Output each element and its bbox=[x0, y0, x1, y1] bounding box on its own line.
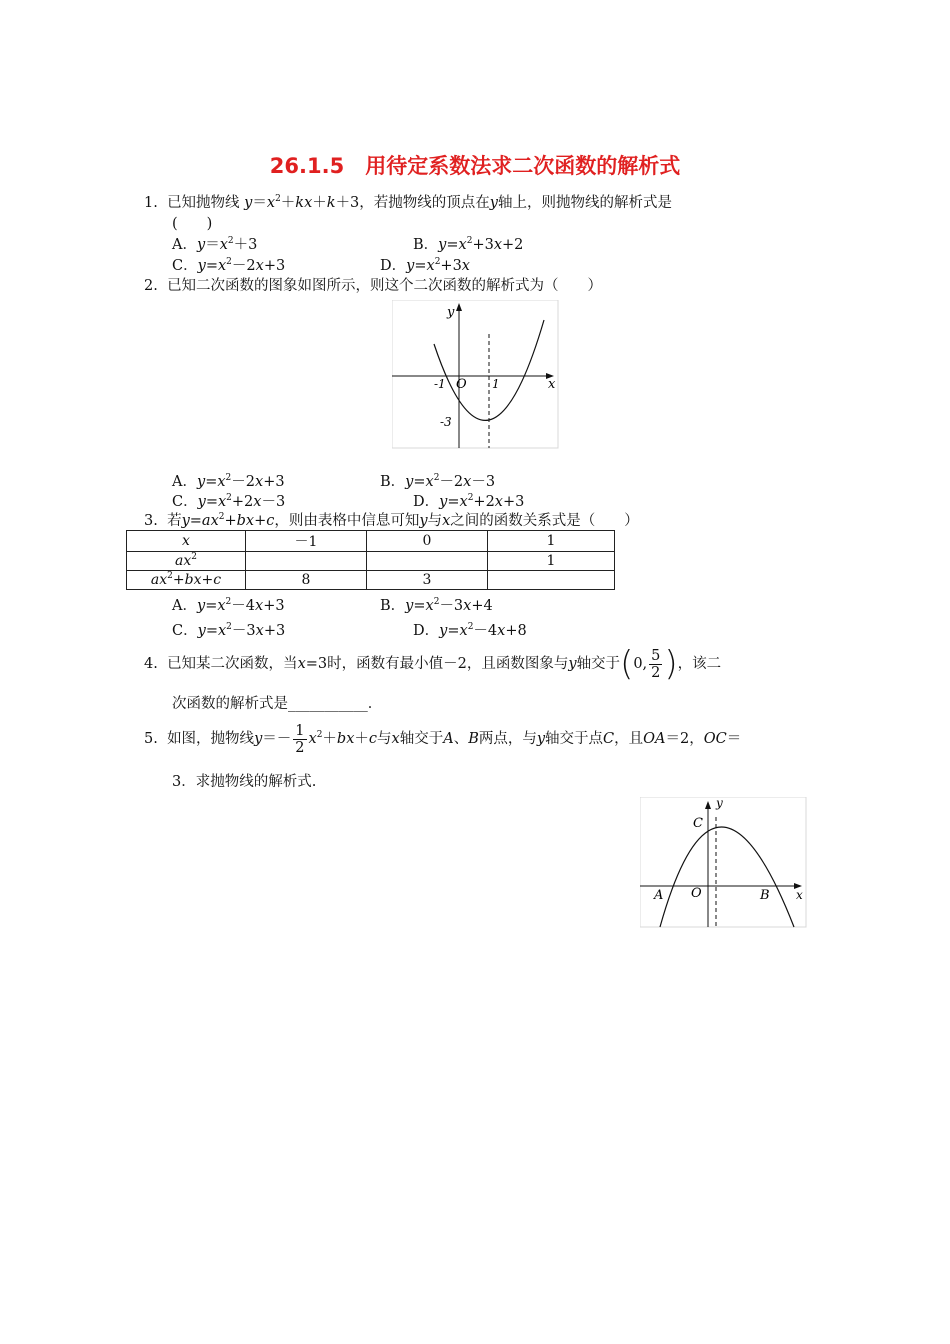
table-cell: 0 bbox=[367, 531, 488, 552]
page-title: 26.1.5 用待定系数法求二次函数的解析式 bbox=[269, 154, 681, 178]
y-arrow-icon bbox=[456, 303, 462, 311]
question-3-stem: 3. 若$y=ax^2+bx+c$，则由表格中信息可知y与x之间的函数关系式是（ ） bbox=[144, 512, 639, 529]
parabola-curve bbox=[660, 827, 794, 927]
question-5-stem: 5. 如图，抛物线y＝－ $\frac{1}{2}$ $x^2+bx+c$与x轴交于A、B两点，与y轴交于点C，且OA＝2，OC＝ bbox=[144, 722, 742, 756]
question-5-line2: 3．求抛物线的解析式. bbox=[172, 774, 317, 790]
option-2b: B．$y=x^2-2x-3$ bbox=[380, 473, 496, 490]
point-a-label: A bbox=[654, 888, 664, 903]
y-axis-label: y bbox=[447, 305, 455, 320]
option-2a: A．$y=x^2-2x+3$ bbox=[172, 473, 285, 490]
question-1-paren: ( ) bbox=[172, 216, 213, 232]
option-2c: C．$y=x^2+2x-3$ bbox=[172, 493, 286, 510]
table-cell: 1 bbox=[488, 531, 615, 552]
x-axis-label: x bbox=[796, 888, 803, 902]
option-3d: D．$y=x^2-4x+8$ bbox=[413, 622, 527, 639]
tick-neg3-label: -3 bbox=[440, 415, 452, 429]
table-cell-expr: $ax^2+bx+c$ bbox=[127, 571, 246, 590]
y-arrow-icon bbox=[705, 801, 711, 809]
question-1-stem: 1. 已知抛物线 $y=x^2+kx+k+3$，若抛物线的顶点在y轴上，则抛物线的解析式是 bbox=[144, 194, 672, 211]
table-cell: 1 bbox=[488, 552, 615, 571]
question-2-graph bbox=[392, 300, 560, 450]
table-cell: 8 bbox=[246, 571, 367, 590]
table-cell: －1 bbox=[246, 531, 367, 552]
y-axis-label: y bbox=[716, 797, 723, 810]
origin-label: O bbox=[691, 886, 702, 901]
option-1d: D．$y=x^2+3x$ bbox=[380, 257, 470, 274]
option-2d: D．$y=x^2+2x+3$ bbox=[413, 493, 525, 510]
table-cell: x bbox=[127, 531, 246, 552]
tick-1-label: 1 bbox=[492, 377, 500, 391]
table-cell bbox=[488, 571, 615, 590]
option-3c: C．$y=x^2-3x+3$ bbox=[172, 622, 286, 639]
table-cell-ax2: $ax^2$ bbox=[127, 552, 246, 571]
question-4-line2: 次函数的解析式是___________． bbox=[172, 696, 383, 712]
table-row bbox=[127, 571, 615, 590]
graph-frame bbox=[640, 797, 806, 927]
question-5-graph bbox=[640, 797, 808, 929]
option-1b: B．$y=x^2+3x+2$ bbox=[413, 236, 524, 253]
question-2-stem: 2. 已知二次函数的图象如图所示，则这个二次函数的解析式为（ ） bbox=[144, 278, 603, 294]
table-cell bbox=[367, 552, 488, 571]
origin-label: O bbox=[456, 377, 467, 392]
option-1a: A．$y=x^2+3$ bbox=[172, 236, 258, 253]
point-b-label: B bbox=[760, 888, 770, 903]
question-4-stem: 4. 已知某二次函数，当x=3时，函数有最小值－2，且函数图象与y轴交于(0, $\frac{5}{2}$ )，该二 bbox=[144, 644, 722, 684]
option-1c: C．$y=x^2-2x+3$ bbox=[172, 257, 286, 274]
point-c-label: C bbox=[693, 816, 703, 831]
value-table bbox=[126, 530, 615, 590]
option-3a: A．$y=x^2-4x+3$ bbox=[172, 597, 285, 614]
tick-neg1-label: -1 bbox=[434, 377, 446, 391]
table-row bbox=[127, 531, 615, 552]
option-3b: B．$y=x^2-3x+4$ bbox=[380, 597, 493, 614]
table-row bbox=[127, 552, 615, 571]
graph-frame bbox=[392, 300, 558, 448]
table-cell: 3 bbox=[367, 571, 488, 590]
x-axis-label: x bbox=[548, 377, 556, 392]
table-cell bbox=[246, 552, 367, 571]
